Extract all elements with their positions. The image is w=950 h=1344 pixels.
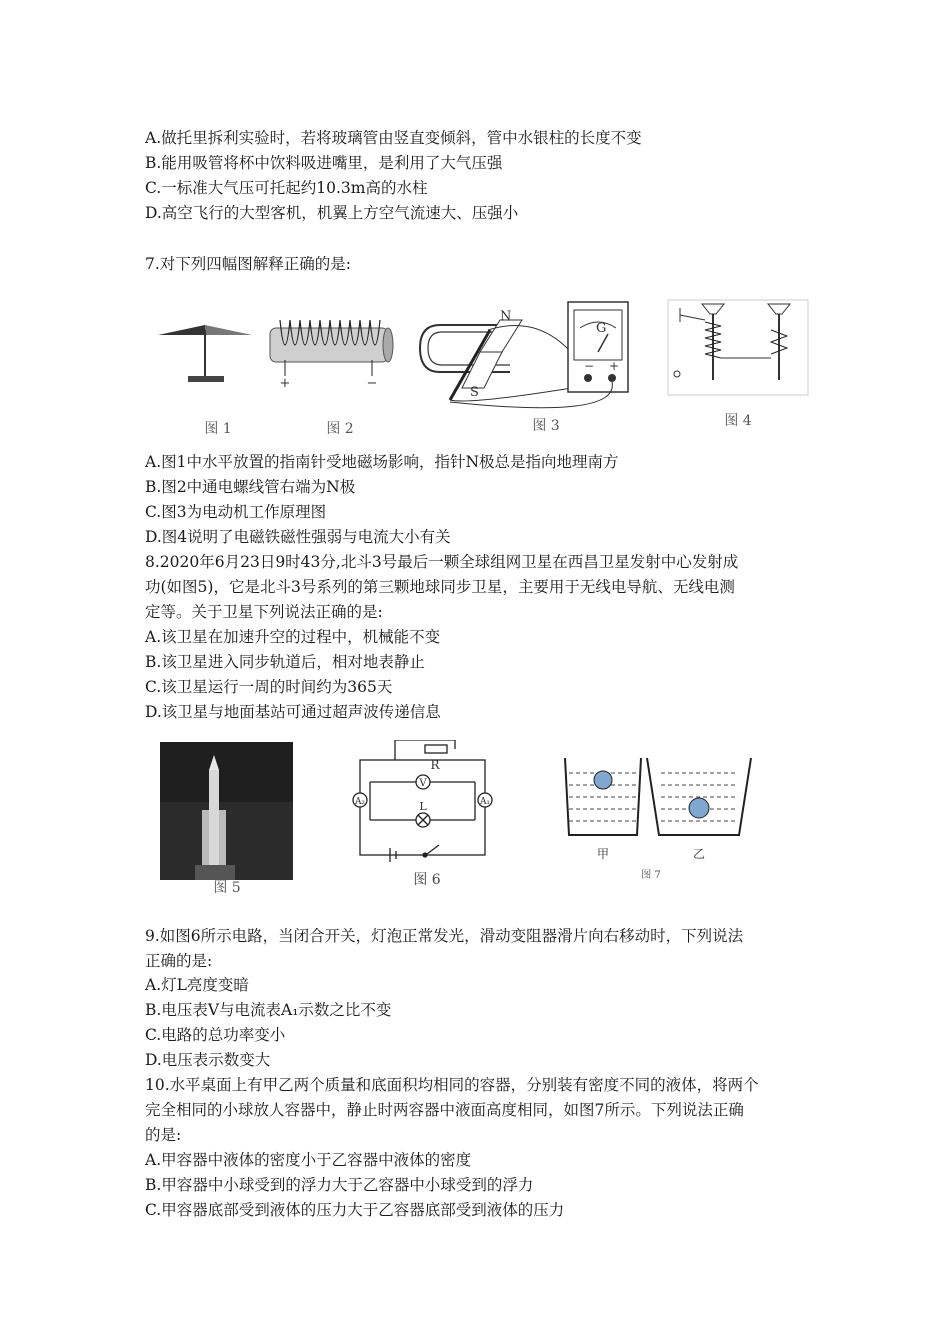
q6-option-d: D.高空飞行的大型客机，机翼上方空气流速大、压强小 [145,204,519,222]
q10-stem-line-2: 完全相同的小球放人容器中，静止时两容器中液面高度相同，如图7所示。下列说法正确 [145,1101,744,1119]
fig2-caption: 图 2 [326,421,354,437]
q6-option-b: B.能用吸管将杯中饮料吸进嘴里，是利用了大气压强 [145,154,503,172]
q10-option-c: C.甲容器底部受到液体的压力大于乙容器底部受到液体的压力 [145,1201,565,1219]
container-yi-label: 乙 [692,847,706,861]
fig2-minus-label: − [366,376,378,391]
q9-option-a: A.灯L亮度变暗 [145,976,249,994]
q10-stem-line-1: 10.水平桌面上有甲乙两个质量和底面积均相同的容器，分别装有密度不同的液体，将两个 [145,1076,759,1094]
q8-option-c: C.该卫星运行一周的时间约为365天 [145,678,393,696]
rocket-photo [160,742,293,880]
fig4-caption: 图 4 [724,413,752,429]
voltmeter-label: V [419,778,427,789]
q7-option-a: A.图1中水平放置的指南针受地磁场影响，指针N极总是指向地理南方 [145,453,619,471]
q8-option-d: D.该卫星与地面基站可通过超声波传递信息 [145,703,441,721]
ammeter-a1-label: A₁ [479,797,491,807]
q10-option-a: A.甲容器中液体的密度小于乙容器中液体的密度 [145,1151,472,1169]
q9-option-d: D.电压表示数变大 [145,1051,271,1069]
compass-figure [158,325,252,382]
q7-option-d: D.图4说明了电磁铁磁性强弱与电流大小有关 [145,528,451,546]
ammeter-a2-label: A₂ [354,797,366,807]
fig3-s-label: S [470,385,479,400]
q8-option-a: A.该卫星在加速升空的过程中，机械能不变 [145,628,441,646]
q6-option-c: C.一标准大气压可托起约10.3m高的水柱 [145,179,428,197]
q8-stem-line-2: 功(如图5)，它是北斗3号系列的第三颗地球同步卫星，主要用于无线电导航、无线电测 [145,578,735,596]
q8-option-b: B.该卫星进入同步轨道后，相对地表静止 [145,653,425,671]
q10-option-b: B.甲容器中小球受到的浮力大于乙容器中小球受到的浮力 [145,1176,534,1194]
q6-option-a: A.做托里拆利实验时，若将玻璃管由竖直变倾斜，管中水银柱的长度不变 [145,129,642,147]
q10-stem-line-3: 的是: [145,1126,182,1144]
q8-q10-figures [155,740,775,900]
fig3-caption: 图 3 [532,418,560,434]
q7-figures [150,290,820,440]
fig3-negative-label: − [584,359,595,373]
q9-stem-line-1: 9.如图6所示电路，当闭合开关，灯泡正常发光，滑动变阻器滑片向右移动时，下列说法 [145,927,744,945]
q8-stem-line-3: 定等。关于卫星下列说法正确的是: [145,603,383,621]
fig6-r-label: R [430,758,440,772]
q9-stem-line-2: 正确的是: [145,952,213,970]
q7-stem: 7.对下列四幅图解释正确的是: [145,255,352,273]
lamp-l-label: L [419,800,427,813]
fig7-caption: 图 7 [641,870,661,881]
fig5-caption: 图 5 [213,880,241,896]
electromagnet-figure [668,300,808,395]
fig3-g-label: G [596,321,607,336]
container-jia-label: 甲 [596,847,610,861]
fig1-caption: 图 1 [204,421,232,437]
solenoid-figure [270,320,393,376]
fig3-positive-label: + [609,359,620,373]
q8-stem-line-1: 8.2020年6月23日9时43分,北斗3号最后一颗全球组网卫星在西昌卫星发射中心发射成 [145,553,739,571]
containers-figure [565,758,751,835]
fig6-caption: 图 6 [413,872,441,888]
q7-option-b: B.图2中通电螺线管右端为N极 [145,478,356,496]
q7-option-c: C.图3为电动机工作原理图 [145,503,327,521]
fig3-n-label: N [500,309,512,324]
fig2-plus-label: + [279,376,291,391]
q9-option-c: C.电路的总功率变小 [145,1026,286,1044]
q9-option-b: B.电压表V与电流表A₁示数之比不变 [145,1001,392,1019]
magnet-galvanometer-figure [420,302,628,408]
